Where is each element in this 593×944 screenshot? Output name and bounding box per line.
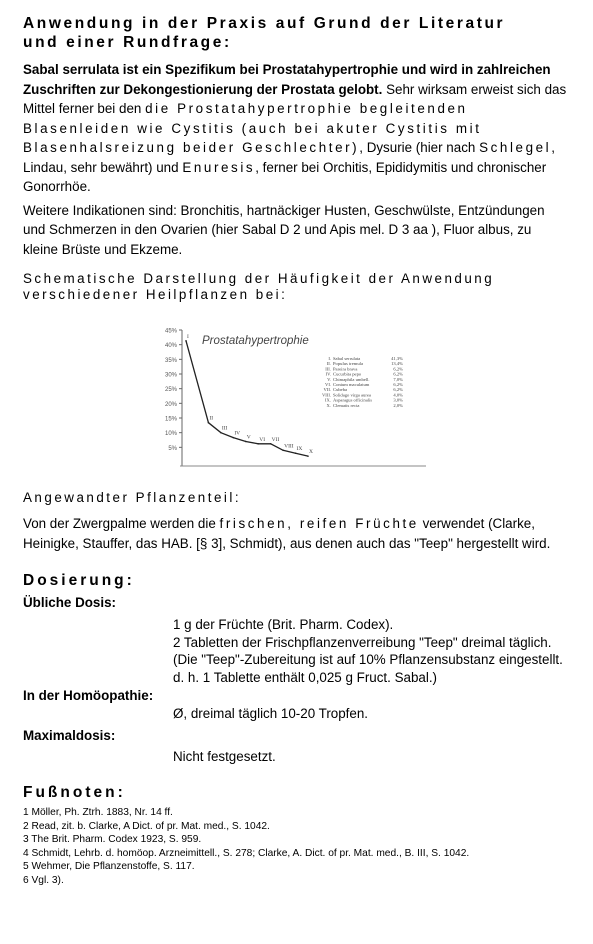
intro-text-1: Sehr wirksam erweist sich das Mittel ferner bei den xyxy=(23,81,567,116)
intro-text-3: , Lindau, sehr bewährt) und xyxy=(23,140,555,175)
data-point xyxy=(245,441,247,443)
document-lower xyxy=(23,490,568,887)
data-point xyxy=(270,443,272,445)
point-label: I xyxy=(187,333,189,340)
frequency-chart xyxy=(146,322,430,472)
footnote-item: 6 Vgl. 3). xyxy=(23,874,64,886)
usual-dose-label: Übliche Dosis: xyxy=(23,595,117,610)
legend-num: VI. xyxy=(325,382,331,387)
legend-pct: 6,2% xyxy=(393,366,403,372)
legend-num: VIII. xyxy=(321,392,331,398)
intro-text-2: , Dysurie (hier nach xyxy=(359,140,480,155)
schema-heading-line-2: verschiedener Heilpflanzen bei: xyxy=(23,287,288,302)
footnote-item: 3 The Brit. Pharm. Codex 1923, S. 959. xyxy=(23,834,202,845)
usual-dose-line: d. h. 1 Tablette enthält 0,025 g Fruct. Sabal.) xyxy=(173,669,438,685)
legend-name: Chimaphila umbell. xyxy=(333,376,370,382)
chart-title: Prostatahypertrophie xyxy=(202,335,309,347)
intro-spaced-3: Enuresis xyxy=(182,159,256,175)
usual-dose-line: 1 g der Früchte (Brit. Pharm. Codex). xyxy=(173,617,394,632)
point-label: V xyxy=(246,434,251,441)
intro-spaced-2: Schlegel xyxy=(479,140,552,155)
legend-num: I. xyxy=(328,356,331,361)
y-tick-label: 20% xyxy=(164,401,177,408)
usual-dose-block xyxy=(173,616,568,686)
data-point xyxy=(233,437,235,439)
y-tick-label: 30% xyxy=(164,372,177,379)
chart-svg xyxy=(146,322,430,472)
part-spaced: frischen, reifen Früchte xyxy=(219,516,419,531)
point-label: VII xyxy=(271,436,280,443)
title-line-1: Anwendung in der Praxis auf Grund der Literatur xyxy=(23,15,506,32)
legend-name: Asparagus officinalis xyxy=(333,397,373,403)
legend-name: Clematis recta xyxy=(333,402,360,408)
y-tick-label: 35% xyxy=(164,357,177,364)
point-label: III xyxy=(221,425,228,432)
data-point xyxy=(257,443,259,445)
legend-pct: 6,2% xyxy=(393,371,403,377)
data-point xyxy=(295,452,297,454)
legend-name: Pareira brava xyxy=(333,366,358,372)
point-label: X xyxy=(309,449,313,456)
y-tick-label: 10% xyxy=(164,431,177,438)
part-heading: Angewandter Pflanzenteil: xyxy=(23,490,242,505)
legend-name: Conium maculatum xyxy=(333,382,370,387)
legend-name: Solidago virga aurea xyxy=(333,392,371,398)
intro-text-4: , ferner bei Orchitis, Epididymitis und chronischer Gonorrhöe. xyxy=(23,159,547,194)
y-tick-label: 40% xyxy=(164,343,177,350)
legend-num: X. xyxy=(326,402,331,408)
footnote-item: 2 Read, zit. b. Clarke, A Dict. of pr. Mat. med., S. 1042. xyxy=(23,820,270,832)
legend-pct: 4,0% xyxy=(393,392,403,398)
legend-num: V. xyxy=(327,376,331,382)
point-label: IV xyxy=(234,430,241,437)
dosierung-heading: Dosierung: xyxy=(23,572,135,589)
max-dose-value: Nicht festgesetzt. xyxy=(173,748,276,764)
y-tick-label: 15% xyxy=(164,416,177,423)
footnote-item: 4 Schmidt, Lehrb. d. homöop. Arzneimittell., S. 278; Clarke, A. Dict. of pr. Mat. med., B. III, S. 1042. xyxy=(23,847,470,859)
intro-bold: Sabal serrulata ist ein Spezifikum bei Prostatahypertrophie und wird in zahlreichen Zuschriften zur Dekongestionierung der Prostata gelobt. xyxy=(23,62,551,97)
legend-num: III. xyxy=(325,366,331,372)
usual-dose-line: 2 Tabletten der Frischpflanzenverreibung "Teep" dreimal täglich. xyxy=(173,634,552,650)
legend-pct: 6,2% xyxy=(393,382,403,387)
legend-num: VII. xyxy=(323,387,331,393)
max-dose-label: Maximaldosis: xyxy=(23,727,116,743)
legend-name: Cucurbita pepo xyxy=(333,371,362,377)
page-title xyxy=(23,14,568,52)
usual-dose-line: (Die "Teep"-Zubereitung ist auf 10% Pflanzensubstanz eingestellt. xyxy=(173,652,563,667)
y-tick-label: 5% xyxy=(168,445,177,452)
part-text-2: verwendet (Clarke, Heinigke, Stauffer, das HAB. [§ 3], Schmidt), aus denen auch das "Teep" hergestellt wird. xyxy=(23,516,551,551)
legend-pct: 2,0% xyxy=(393,402,403,408)
legend-num: IV. xyxy=(325,371,331,377)
legend-num: II. xyxy=(326,361,331,367)
point-label: VIII xyxy=(284,443,294,450)
legend-name: Populus tremula xyxy=(333,361,363,367)
footnotes-heading: Fußnoten: xyxy=(23,784,126,801)
legend-pct: 41,3% xyxy=(391,356,403,361)
point-label: II xyxy=(209,415,214,422)
legend-name: Cubeba xyxy=(333,387,348,393)
part-paragraph xyxy=(23,514,568,553)
document-page xyxy=(23,14,568,303)
part-text-1: Von der Zwergpalme werden die xyxy=(23,516,220,531)
legend-name: Sabal serrulata xyxy=(333,356,361,361)
legend-pct: 6,2% xyxy=(393,387,403,393)
y-tick-label: 45% xyxy=(164,328,177,335)
schema-heading-line-1: Schematische Darstellung der Häufigkeit der Anwendung xyxy=(23,271,495,286)
homeopathy-dose: Ø, dreimal täglich 10-20 Tropfen. xyxy=(173,706,369,721)
legend-pct: 3,0% xyxy=(393,397,403,403)
point-label: VI xyxy=(259,436,266,443)
data-point xyxy=(282,449,284,451)
intro-spaced-1: die Prostatahypertrophie begleitenden Blasenleiden wie Cystitis (auch bei akuter Cystitis mit Blasenhalsreizung beider Geschlechter) xyxy=(23,101,482,155)
point-label: IX xyxy=(296,446,303,453)
schema-heading xyxy=(23,271,568,303)
footnotes-list xyxy=(23,806,568,887)
footnote-item: 1 Möller, Ph. Ztrh. 1883, Nr. 14 ff. xyxy=(23,807,173,818)
data-point xyxy=(185,340,187,342)
y-tick-label: 25% xyxy=(164,387,177,394)
data-point xyxy=(208,422,210,424)
intro-paragraph xyxy=(23,60,568,197)
title-line-2: und einer Rundfrage: xyxy=(23,34,232,51)
legend-pct: 13,4% xyxy=(391,361,403,367)
further-indications: Weitere Indikationen sind: Bronchitis, hartnäckiger Husten, Geschwülste, Entzündungen und Schmerzen in den Ovarien (hier Sabal D 2 und Apis mel. D 3 aa ), Fluor albus, zu kleine Brüste und Ekzeme. xyxy=(23,202,545,257)
homeopathy-label: In der Homöopathie: xyxy=(23,688,154,703)
data-point xyxy=(307,455,309,457)
legend-pct: 7,0% xyxy=(393,376,403,382)
legend-num: IX. xyxy=(325,397,331,403)
data-point xyxy=(220,432,222,434)
footnote-item: 5 Wehmer, Die Pflanzenstoffe, S. 117. xyxy=(23,861,195,872)
